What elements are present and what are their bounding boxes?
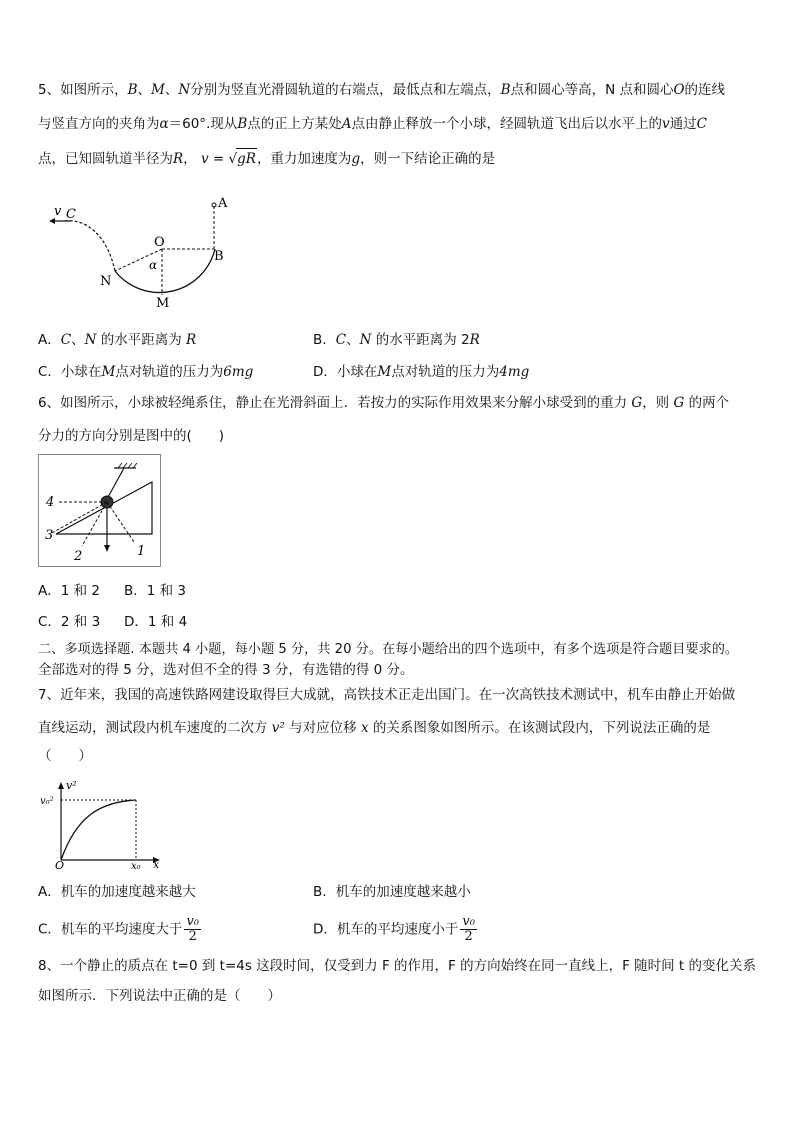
q7-option-c: C．机车的平均速度大于 $\frac{\text{v₀}}{2}$ bbox=[38, 914, 199, 944]
math-symbol: C bbox=[60, 332, 72, 348]
text-run: 的水平距离为 2 bbox=[371, 332, 470, 348]
math-symbol: 6mg bbox=[223, 364, 254, 380]
math-symbol: α bbox=[159, 116, 169, 132]
math-symbol: M bbox=[101, 364, 116, 380]
text-run: 通过 bbox=[669, 116, 697, 132]
text-run: 与竖直方向的夹角为 bbox=[38, 116, 160, 132]
angle-alpha-label: α bbox=[149, 258, 158, 272]
y-axis-label: v² bbox=[66, 779, 77, 792]
point-m-label: M bbox=[156, 296, 170, 310]
q7-option-d: D．机车的平均速度小于 $\frac{\text{v₀}}{2}$ bbox=[313, 914, 475, 944]
q5-option-c bbox=[38, 362, 253, 382]
text-run: D．小球在 bbox=[313, 364, 378, 380]
math-symbol: M bbox=[377, 364, 392, 380]
x-axis-label: x bbox=[153, 858, 160, 870]
text-run: 分别为竖直光滑圆轨道的右端点，最低点和左端点， bbox=[190, 82, 501, 98]
text-run: C．小球在 bbox=[38, 364, 102, 380]
origin-label: O bbox=[55, 859, 65, 870]
math-symbol: C bbox=[696, 116, 708, 132]
q6-figure bbox=[38, 454, 162, 570]
point-o-label: O bbox=[154, 235, 165, 250]
fraction-v0-over-2: $\frac{\text{v₀}}{2}$ bbox=[462, 914, 475, 944]
math-symbol: G bbox=[673, 395, 685, 411]
q5-option-d bbox=[313, 362, 529, 382]
text-run: 与对应位移 bbox=[284, 720, 361, 736]
section-2-instructions-line-2: 全部选对的得 5 分，选对但不全的得 3 分，有选错的得 0 分。 bbox=[38, 662, 414, 678]
v2-x-curve bbox=[61, 800, 136, 860]
math-symbol: R bbox=[186, 332, 197, 348]
text-run: 、 bbox=[346, 332, 360, 348]
velocity-label: v bbox=[54, 204, 62, 219]
text-run: B． bbox=[313, 332, 336, 348]
math-symbol: v² bbox=[271, 720, 285, 736]
text-run: 直线运动，测试段内机车速度的二次方 bbox=[38, 720, 272, 736]
direction-label-1: 1 bbox=[137, 544, 146, 559]
text-run: 的连线 bbox=[684, 82, 726, 98]
math-symbol: A bbox=[341, 116, 352, 132]
math-symbol: N bbox=[359, 332, 372, 348]
text-run: 的水平距离为 bbox=[96, 332, 186, 348]
text-run: 的关系图象如图所示。在该测试段内，下列说法正确的是 bbox=[368, 720, 711, 736]
math-symbol: B bbox=[237, 116, 248, 132]
q6-line-2: 分力的方向分别是图中的( ) bbox=[38, 428, 225, 444]
point-c-label: C bbox=[66, 207, 76, 222]
q7-line-3: （ ） bbox=[38, 748, 92, 764]
text-run: 点的正上方某处 bbox=[247, 116, 342, 132]
q5-option-b bbox=[313, 330, 480, 350]
math-symbol: N bbox=[84, 332, 97, 348]
q8-line-2: 如图所示．下列说法中正确的是（ ） bbox=[38, 988, 281, 1004]
math-symbol: N bbox=[178, 82, 191, 98]
q6-option-c: C．2 和 3 bbox=[38, 614, 101, 630]
text-run: 点对轨道的压力为 bbox=[391, 364, 500, 380]
point-b-label: B bbox=[214, 249, 224, 264]
q7-option-a: A．机车的加速度越来越大 bbox=[38, 884, 196, 900]
fraction-v0-over-2: $\frac{\text{v₀}}{2}$ bbox=[186, 914, 199, 944]
section-2-instructions-line-1: 二、多项选择题. 本题共 4 小题，每小题 5 分，共 20 分。在每小题给出的四个选项中，有多个选项是符合题目要求的。 bbox=[38, 642, 739, 657]
text-run: ，则 bbox=[642, 395, 674, 411]
math-symbol: x bbox=[360, 720, 369, 736]
q5-line-3: 点，已知圆轨道半径为R， v = √gR，重力加速度为g，则一下结论正确的是 bbox=[38, 148, 495, 169]
circular-track bbox=[115, 249, 215, 293]
q6-option-b: B．1 和 3 bbox=[124, 583, 187, 599]
text-run: 的两个 bbox=[684, 395, 730, 411]
text-run: 点由静止释放一个小球，经圆轨道飞出后以水平上的 bbox=[351, 116, 663, 132]
text-run: 6、如图所示，小球被轻绳系住，静止在光滑斜面上．若按力的实际作用效果来分解小球受到的重力 bbox=[38, 395, 632, 411]
v0-squared-label: v₀² bbox=[40, 796, 54, 807]
text-run: 、 bbox=[164, 82, 179, 98]
direction-label-2: 2 bbox=[74, 549, 83, 564]
trajectory-curve bbox=[64, 221, 115, 271]
text-run: 点和圆心等高，N 点和圆心 bbox=[510, 82, 674, 98]
q5-line-2 bbox=[38, 114, 707, 134]
q6-option-d: D．1 和 4 bbox=[124, 614, 188, 630]
q7-line-2 bbox=[38, 718, 710, 738]
direction-label-3: 3 bbox=[45, 528, 54, 543]
math-symbol: M bbox=[151, 82, 165, 98]
q6-option-a: A．1 和 2 bbox=[38, 583, 100, 599]
x0-label: x₀ bbox=[131, 861, 141, 870]
text-run: .现从 bbox=[206, 116, 238, 132]
math-symbol: O bbox=[673, 82, 685, 98]
text-run: ＝60° bbox=[168, 116, 207, 132]
text-run: 5、如图所示， bbox=[38, 82, 128, 98]
text-run: 、 bbox=[71, 332, 85, 348]
math-symbol: B bbox=[500, 82, 511, 98]
q5-option-a bbox=[38, 330, 196, 350]
text-run: 、 bbox=[137, 82, 152, 98]
point-n-label: N bbox=[100, 274, 112, 289]
q5-figure bbox=[40, 190, 240, 310]
q6-line-1 bbox=[38, 393, 729, 413]
q7-option-b: B．机车的加速度越来越小 bbox=[313, 884, 471, 900]
point-a-label: A bbox=[218, 196, 228, 211]
text-run: 点对轨道的压力为 bbox=[115, 364, 224, 380]
math-symbol: G bbox=[631, 395, 643, 411]
math-symbol: v bbox=[662, 116, 670, 132]
q8-line-1: 8、一个静止的质点在 t=0 到 t=4s 这段时间，仅受到力 F 的作用，F 的方向始终在同一直线上，F 随时间 t 的变化关系 bbox=[38, 958, 757, 974]
direction-label-4: 4 bbox=[46, 495, 55, 510]
q7-line-1: 7、近年来，我国的高速铁路网建设取得巨大成就，高铁技术正走出国门。在一次高铁技术测试中，机车由静止开始做 bbox=[38, 687, 736, 703]
math-symbol: 4mg bbox=[499, 364, 530, 380]
math-symbol: C bbox=[335, 332, 347, 348]
text-run: A． bbox=[38, 332, 61, 348]
math-symbol: B bbox=[127, 82, 138, 98]
math-symbol: R bbox=[469, 332, 480, 348]
q7-graph bbox=[36, 778, 171, 870]
q5-line-1 bbox=[38, 80, 725, 100]
